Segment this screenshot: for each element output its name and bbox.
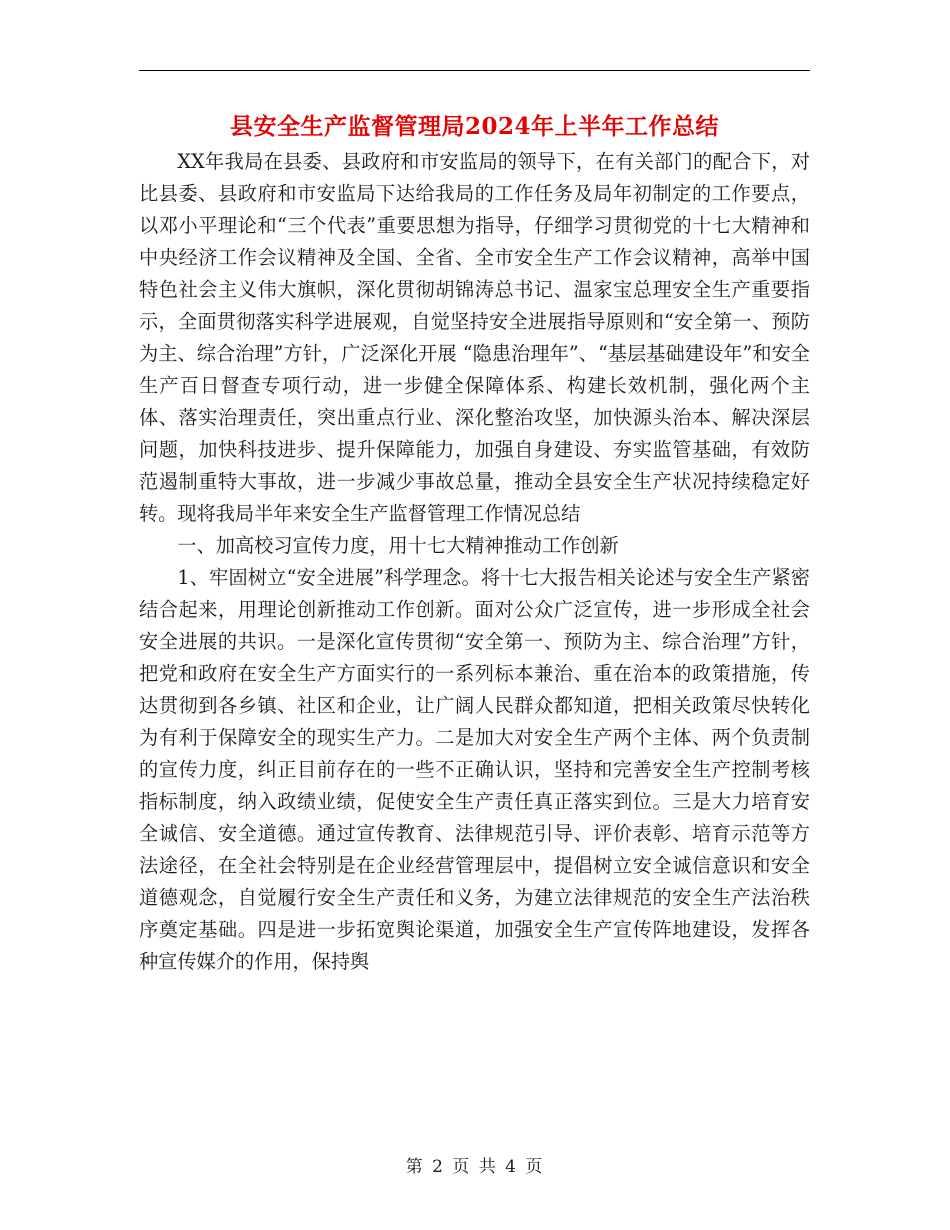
section-heading-1: 一、加高校习宣传力度，用十七大精神推动工作创新: [177, 534, 619, 557]
page-number: 第 2 页 共 4 页: [405, 1157, 545, 1177]
document-title: 县安全生产监督管理局2024年上半年工作总结: [229, 113, 719, 140]
intro-paragraph: XX年我局在县委、县政府和市安监局的领导下，在有关部门的配合下，对比县委、县政府和市安监局下达给我局的工作任务及局年初制定的工作要点，以邓小平理论和“三个代表”重要思想为指导，仔细学习贯彻党的十七大精神和中央经济工作会议精神及全国、全省、全市安全生产工作会议精神，高举中国特色社会主义伟大旗帜，深化贯彻胡锦涛总书记、温家宝总理安全生产重要指示，全面贯彻落实科学进展观，自觉坚持安全进展指导原则和“安全第一、预防为主、综合治理”方针，广泛深化开展 “隐患治理年”、“基层基础建设年”和安全生产百日督查专项行动，进一步健全保障体系、构建长效机制，强化两个主体、落实治理责任，突出重点行业、深化整治攻坚，加快源头治本、解决深层问题，加快科技进步、提升保障能力，加强自身建设、夯实监管基础，有效防范遏制重特大事故，进一步减少事故总量，推动全县安全生产状况持续稳定好转。现将我局半年来安全生产监督管理工作情况总结: [139, 150, 810, 525]
document-body: [139, 146, 810, 978]
header-rule: [139, 70, 810, 71]
subsection-paragraph-1: 1、牢固树立“安全进展”科学理念。将十七大报告相关论述与安全生产紧密结合起来，用理论创新推动工作创新。面对公众广泛宣传，进一步形成全社会安全进展的共识。一是深化宣传贯彻“安全第一、预防为主、综合治理”方针，把党和政府在安全生产方面实行的一系列标本兼治、重在治本的政策措施，传达贯彻到各乡镇、社区和企业，让广阔人民群众都知道，把相关政策尽快转化为有利于保障安全的现实生产力。二是加大对安全生产两个主体、两个负责制的宣传力度，纠正目前存在的一些不正确认识，坚持和完善安全生产控制考核指标制度，纳入政绩业绩，促使安全生产责任真正落实到位。三是大力培育安全诚信、安全道德。通过宣传教育、法律规范引导、评价表彰、培育示范等方法途径，在全社会特别是在企业经营管理层中，提倡树立安全诚信意识和安全道德观念，自觉履行安全生产责任和义务，为建立法律规范的安全生产法治秩序奠定基础。四是进一步拓宽舆论渠道，加强安全生产宣传阵地建设，发挥各种宣传媒介的作用，保持舆: [139, 566, 810, 973]
